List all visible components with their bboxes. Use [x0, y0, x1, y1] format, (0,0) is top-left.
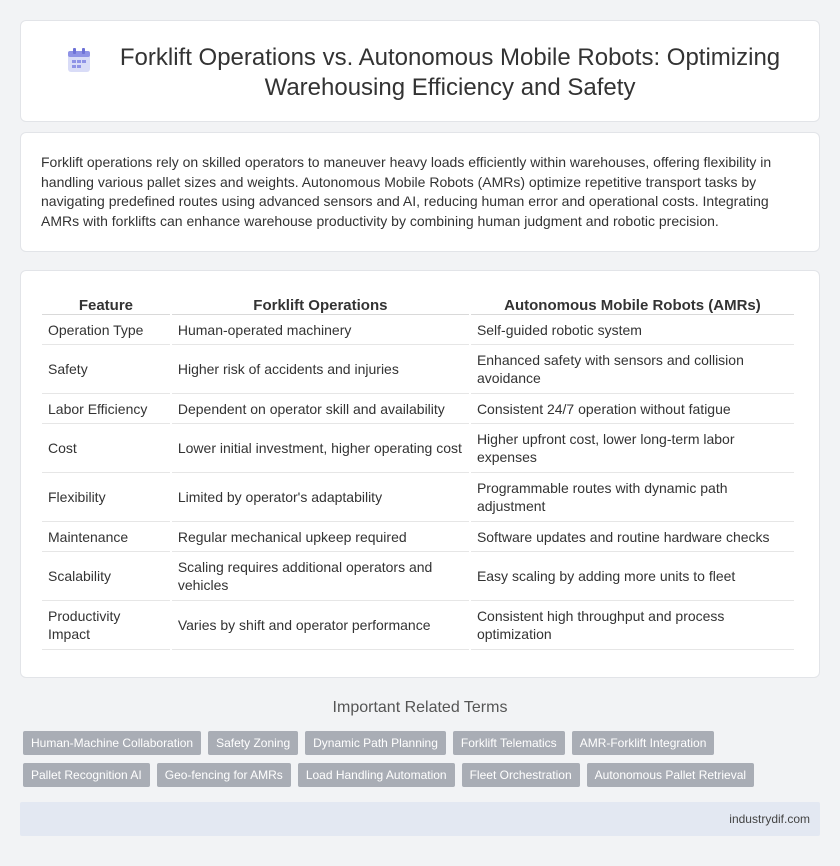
table-cell: Lower initial investment, higher operating cost	[172, 424, 469, 473]
table-header-row	[42, 291, 794, 315]
table-cell: Productivity Impact	[42, 601, 170, 650]
table-cell: Flexibility	[42, 473, 170, 522]
tag-amr-forklift-integration[interactable]: AMR-Forklift Integration	[572, 731, 715, 755]
table-cell: Consistent high throughput and process optimization	[471, 601, 794, 650]
header-feature: Feature	[42, 291, 170, 315]
table-cell: Regular mechanical upkeep required	[172, 522, 469, 552]
footer-site-link[interactable]: industrydif.com	[729, 812, 810, 826]
table-row	[42, 345, 794, 394]
header-amr: Autonomous Mobile Robots (AMRs)	[471, 291, 794, 315]
table-cell: Varies by shift and operator performance	[172, 601, 469, 650]
table-cell: Self-guided robotic system	[471, 315, 794, 345]
tag-fleet-orchestration[interactable]: Fleet Orchestration	[462, 763, 580, 787]
table-cell: Safety	[42, 345, 170, 394]
tag-human-machine-collaboration[interactable]: Human-Machine Collaboration	[23, 731, 201, 755]
table-cell: Labor Efficiency	[42, 394, 170, 424]
intro-card	[20, 132, 820, 252]
table-cell: Scalability	[42, 552, 170, 601]
tag-safety-zoning[interactable]: Safety Zoning	[208, 731, 298, 755]
table-cell: Software updates and routine hardware checks	[471, 522, 794, 552]
page-title: Forklift Operations vs. Autonomous Mobile Robots: Optimizing Warehousing Efficiency and Safety	[119, 44, 781, 101]
footer	[20, 802, 820, 836]
table-row	[42, 394, 794, 424]
comparison-table	[40, 291, 796, 650]
table-cell: Easy scaling by adding more units to fleet	[471, 552, 794, 601]
tag-forklift-telematics[interactable]: Forklift Telematics	[453, 731, 565, 755]
related-terms-tags	[23, 731, 803, 795]
table-row	[42, 522, 794, 552]
table-cell: Operation Type	[42, 315, 170, 345]
tag-row	[23, 763, 803, 787]
table-cell: Enhanced safety with sensors and collision avoidance	[471, 345, 794, 394]
table-row	[42, 552, 794, 601]
table-row	[42, 424, 794, 473]
table-row	[42, 473, 794, 522]
header-forklift: Forklift Operations	[172, 291, 469, 315]
table-row	[42, 315, 794, 345]
related-terms-title: Important Related Terms	[332, 699, 508, 716]
tag-dynamic-path-planning[interactable]: Dynamic Path Planning	[305, 731, 446, 755]
title-card	[20, 20, 820, 122]
table-cell: Higher risk of accidents and injuries	[172, 345, 469, 394]
table-cell: Cost	[42, 424, 170, 473]
tag-autonomous-pallet-retrieval[interactable]: Autonomous Pallet Retrieval	[587, 763, 754, 787]
table-cell: Higher upfront cost, lower long-term labor expenses	[471, 424, 794, 473]
calendar-icon	[65, 45, 93, 75]
table-cell: Limited by operator's adaptability	[172, 473, 469, 522]
tag-geo-fencing-for-amrs[interactable]: Geo-fencing for AMRs	[157, 763, 291, 787]
comparison-card	[20, 270, 820, 678]
table-cell: Consistent 24/7 operation without fatigue	[471, 394, 794, 424]
table-cell: Programmable routes with dynamic path adjustment	[471, 473, 794, 522]
table-cell: Human-operated machinery	[172, 315, 469, 345]
tag-load-handling-automation[interactable]: Load Handling Automation	[298, 763, 455, 787]
table-cell: Maintenance	[42, 522, 170, 552]
tag-pallet-recognition-ai[interactable]: Pallet Recognition AI	[23, 763, 150, 787]
table-cell: Dependent on operator skill and availability	[172, 394, 469, 424]
table-cell: Scaling requires additional operators and vehicles	[172, 552, 469, 601]
tag-row	[23, 731, 803, 755]
intro-paragraph: Forklift operations rely on skilled operators to maneuver heavy loads efficiently within warehouses, offering flexibility in handling various pallet sizes and weights. Autonomous Mobile Robots (AMRs) optimize repetitive transport tasks by navigating predefined routes using advanced sensors and AI, reducing human error and operational costs. Integrating AMRs with forklifts can enhance warehouse productivity by combining human judgment and robotic precision.	[41, 154, 772, 229]
table-row	[42, 601, 794, 650]
